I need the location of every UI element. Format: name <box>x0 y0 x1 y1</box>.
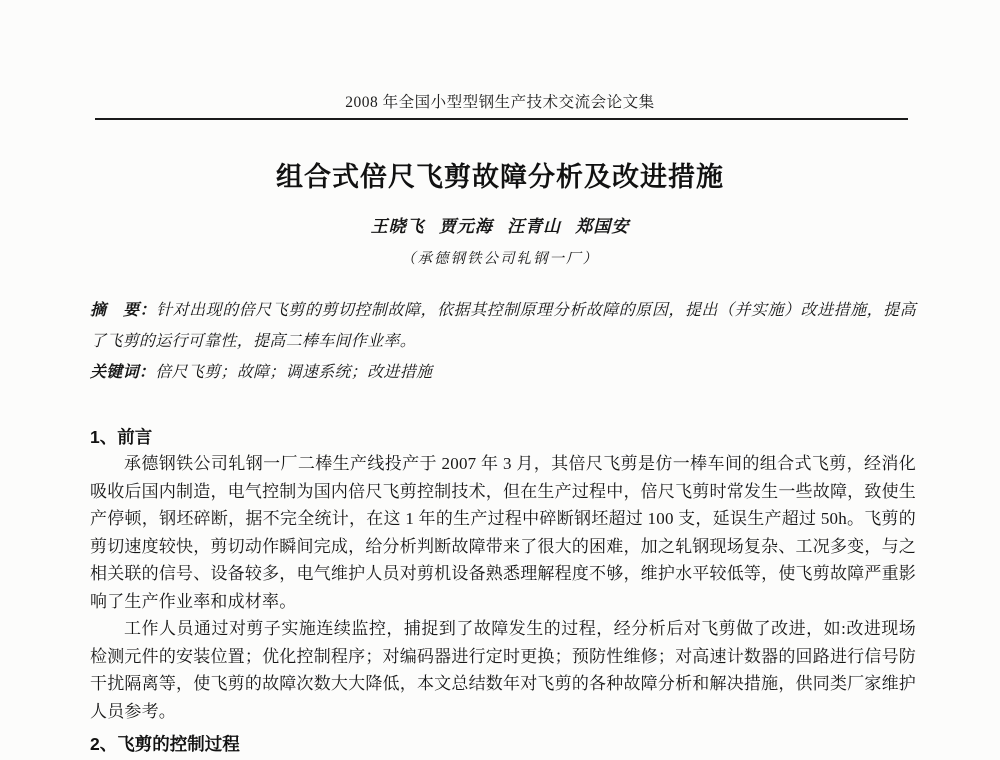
header-rule <box>95 118 908 120</box>
abstract <box>90 295 916 357</box>
keywords-label: 关键词： <box>90 364 156 381</box>
abstract-text: 针对出现的倍尺飞剪的剪切控制故障，依据其控制原理分析故障的原因，提出（并实施）改进措施，提高了飞剪的运行可靠性，提高二棒车间作业率。 <box>90 302 916 350</box>
section-heading-introduction: 1、前言 <box>90 427 153 447</box>
paper-body <box>90 295 916 757</box>
paper-authors: 王晓飞 贾元海 汪青山 郑国安 <box>370 217 630 236</box>
section-heading-control-process: 2、飞剪的控制过程 <box>90 734 240 754</box>
keywords-text: 倍尺飞剪；故障；调速系统；改进措施 <box>155 364 433 381</box>
paper-title: 组合式倍尺飞剪故障分析及改进措施 <box>276 162 724 192</box>
keywords <box>90 357 916 388</box>
paragraph: 承德钢铁公司轧钢一厂二棒生产线投产于 2007 年 3 月，其倍尺飞剪是仿一棒车间的组合式飞剪，经消化吸收后国内制造，电气控制为国内倍尺飞剪控制技术，但在生产过程中，倍尺飞剪时常发生一些故障，致使生产停顿，钢坯碎断，据不完全统计，在这 1 年的生产过程中碎断钢坯超过 100 支，延误生产超过 50h。飞剪的剪切速度较快，剪切动作瞬间完成，给分析判断故障带来了很大的困难，加之轧钢现场复杂、工况多变，与之相关联的信号、设备较多，电气维护人员对剪机设备熟悉理解程度不够，维护水平较低等，使飞剪故障严重影响了生产作业率和成材率。 <box>90 454 916 611</box>
paragraph: 工作人员通过对剪子实施连续监控，捕捉到了故障发生的过程，经分析后对飞剪做了改进，如:改进现场检测元件的安装位置；优化控制程序；对编码器进行定时更换；预防性维修；对高速计数器的回路进行信号防干扰隔离等，使飞剪的故障次数大大降低，本文总结数年对飞剪的各种故障分析和解决措施，供同类厂家维护人员参考。 <box>90 619 916 721</box>
paper-affiliation: （承德钢铁公司轧钢一厂） <box>401 251 599 267</box>
abstract-label: 摘 要： <box>90 302 157 319</box>
proceedings-header: 2008 年全国小型型钢生产技术交流会论文集 <box>345 94 655 111</box>
